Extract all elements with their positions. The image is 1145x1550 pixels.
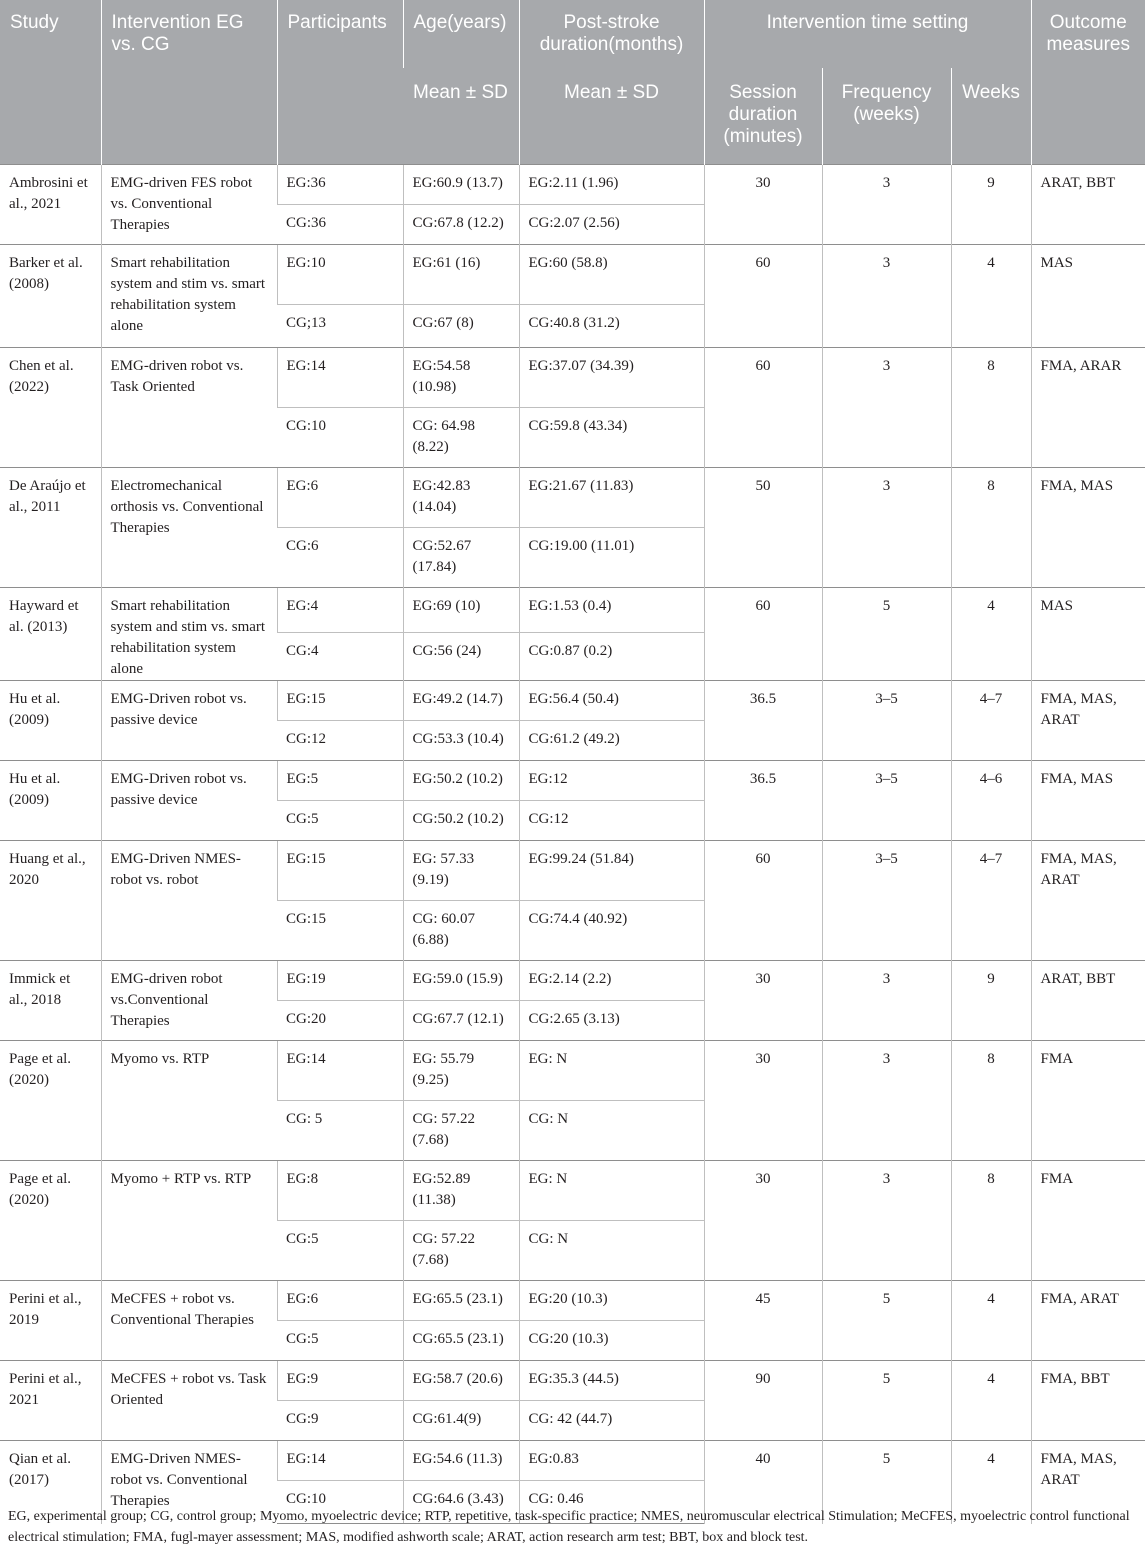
cell-age: EG:50.2 (10.2)	[403, 761, 519, 801]
cell-age: EG:52.89 (11.38)	[403, 1161, 519, 1221]
cell-participants: EG:10	[277, 245, 403, 305]
cell-age: EG:54.58 (10.98)	[403, 348, 519, 408]
cell-weeks: 8	[951, 1161, 1031, 1281]
cell-weeks: 4–7	[951, 841, 1031, 961]
cell-outcome: FMA, BBT	[1031, 1361, 1145, 1441]
cell-age: CG:52.67 (17.84)	[403, 528, 519, 588]
cell-participants: CG: 5	[277, 1101, 403, 1161]
cell-intervention: Smart rehabilitation system and stim vs. smart rehabilitation system alone	[101, 245, 277, 348]
cell-weeks: 4	[951, 1361, 1031, 1441]
cell-frequency: 3–5	[822, 841, 951, 961]
cell-participants: CG:12	[277, 721, 403, 761]
cell-participants: EG:8	[277, 1161, 403, 1221]
cell-age: CG:56 (24)	[403, 632, 519, 680]
header-session: Session duration (minutes)	[704, 68, 822, 165]
cell-intervention: EMG-driven FES robot vs. Conventional Therapies	[101, 165, 277, 245]
cell-participants: CG;13	[277, 305, 403, 348]
cell-outcome: FMA	[1031, 1161, 1145, 1281]
cell-participants: CG:15	[277, 901, 403, 961]
cell-study: Perini et al., 2019	[0, 1281, 101, 1361]
cell-age: CG: 57.22 (7.68)	[403, 1221, 519, 1281]
cell-intervention: Electromechanical orthosis vs. Conventional Therapies	[101, 468, 277, 588]
cell-session: 30	[704, 1041, 822, 1161]
cell-duration: CG: 42 (44.7)	[519, 1401, 704, 1441]
table-row	[0, 1361, 1145, 1401]
cell-frequency: 5	[822, 1281, 951, 1361]
cell-study: Hu et al. (2009)	[0, 761, 101, 841]
cell-participants: CG:6	[277, 528, 403, 588]
table-footnote: EG, experimental group; CG, control group; Myomo, myoelectric device; RTP, repetitive, task-specific practice; NMES, neuromuscular electrical Stimulation; MeCFES, myoelectric control functional electrical stimulation; FMA, fugl-mayer assessment; MAS, modified ashworth scale; ARAT, action research arm test; BBT, box and block test.	[8, 1509, 1130, 1545]
cell-age: EG:59.0 (15.9)	[403, 961, 519, 1001]
table-body	[0, 165, 1145, 1524]
cell-duration: EG:35.3 (44.5)	[519, 1361, 704, 1401]
table-row	[0, 681, 1145, 721]
cell-duration: EG: N	[519, 1161, 704, 1221]
cell-participants: EG:4	[277, 588, 403, 633]
table-row	[0, 468, 1145, 528]
cell-weeks: 4	[951, 588, 1031, 681]
header-outcome: Outcome measures	[1031, 0, 1145, 165]
cell-session: 60	[704, 245, 822, 348]
cell-intervention: MeCFES + robot vs. Task Oriented	[101, 1361, 277, 1441]
cell-age: EG:54.6 (11.3)	[403, 1441, 519, 1481]
cell-duration: EG:60 (58.8)	[519, 245, 704, 305]
cell-session: 36.5	[704, 761, 822, 841]
cell-participants: EG:15	[277, 681, 403, 721]
cell-frequency: 3	[822, 245, 951, 348]
cell-session: 30	[704, 1161, 822, 1281]
cell-age: EG:58.7 (20.6)	[403, 1361, 519, 1401]
cell-outcome: MAS	[1031, 245, 1145, 348]
cell-duration: EG:99.24 (51.84)	[519, 841, 704, 901]
table-row	[0, 961, 1145, 1001]
cell-weeks: 4	[951, 1441, 1031, 1524]
cell-intervention: Smart rehabilitation system and stim vs. smart rehabilitation system alone	[101, 588, 277, 681]
cell-session: 90	[704, 1361, 822, 1441]
cell-intervention: Myomo + RTP vs. RTP	[101, 1161, 277, 1281]
cell-session: 30	[704, 165, 822, 245]
cell-duration: EG:0.83	[519, 1441, 704, 1481]
cell-session: 45	[704, 1281, 822, 1361]
header-mean-sd-age: Mean ± SD	[403, 68, 519, 165]
cell-age: EG:49.2 (14.7)	[403, 681, 519, 721]
cell-duration: CG: 0.46	[519, 1481, 704, 1524]
cell-duration: CG:19.00 (11.01)	[519, 528, 704, 588]
table-row	[0, 761, 1145, 801]
table-row	[0, 1281, 1145, 1321]
cell-age: EG: 57.33 (9.19)	[403, 841, 519, 901]
cell-age: EG:60.9 (13.7)	[403, 165, 519, 205]
cell-weeks: 4–6	[951, 761, 1031, 841]
cell-weeks: 8	[951, 468, 1031, 588]
header-time-setting: Intervention time setting	[704, 0, 1031, 68]
cell-duration: EG: N	[519, 1041, 704, 1101]
table-row	[0, 1161, 1145, 1221]
cell-participants: EG:14	[277, 348, 403, 408]
cell-session: 40	[704, 1441, 822, 1524]
cell-participants: CG:4	[277, 632, 403, 680]
cell-session: 60	[704, 841, 822, 961]
cell-outcome: MAS	[1031, 588, 1145, 681]
table-row	[0, 841, 1145, 901]
cell-session: 60	[704, 348, 822, 468]
cell-outcome: FMA, MAS	[1031, 468, 1145, 588]
cell-participants: CG:20	[277, 1001, 403, 1041]
cell-study: Chen et al. (2022)	[0, 348, 101, 468]
cell-study: Immick et al., 2018	[0, 961, 101, 1041]
cell-intervention: MeCFES + robot vs. Conventional Therapies	[101, 1281, 277, 1361]
cell-weeks: 4	[951, 1281, 1031, 1361]
cell-outcome: FMA	[1031, 1041, 1145, 1161]
cell-weeks: 4	[951, 245, 1031, 348]
cell-duration: EG:56.4 (50.4)	[519, 681, 704, 721]
cell-participants: CG:5	[277, 1221, 403, 1281]
cell-duration: EG:20 (10.3)	[519, 1281, 704, 1321]
header-intervention: Intervention EG vs. CG	[101, 0, 277, 165]
cell-study: Qian et al. (2017)	[0, 1441, 101, 1524]
cell-duration: EG:2.11 (1.96)	[519, 165, 704, 205]
cell-duration: EG:37.07 (34.39)	[519, 348, 704, 408]
cell-participants: EG:5	[277, 761, 403, 801]
cell-frequency: 3–5	[822, 761, 951, 841]
cell-duration: CG:0.87 (0.2)	[519, 632, 704, 680]
table-row	[0, 245, 1145, 305]
cell-participants: CG:36	[277, 205, 403, 245]
cell-frequency: 3	[822, 348, 951, 468]
cell-intervention: EMG-Driven robot vs. passive device	[101, 761, 277, 841]
cell-age: EG:65.5 (23.1)	[403, 1281, 519, 1321]
cell-frequency: 3	[822, 1041, 951, 1161]
cell-frequency: 3	[822, 961, 951, 1041]
cell-age: EG:69 (10)	[403, 588, 519, 633]
cell-participants: EG:9	[277, 1361, 403, 1401]
cell-participants: EG:6	[277, 1281, 403, 1321]
cell-age: CG:67.8 (12.2)	[403, 205, 519, 245]
cell-outcome: ARAT, BBT	[1031, 165, 1145, 245]
cell-intervention: EMG-driven robot vs.Conventional Therapies	[101, 961, 277, 1041]
cell-intervention: EMG-Driven NMES-robot vs. Conventional Therapies	[101, 1441, 277, 1524]
cell-age: CG:67 (8)	[403, 305, 519, 348]
cell-duration: CG:12	[519, 801, 704, 841]
cell-outcome: FMA, ARAR	[1031, 348, 1145, 468]
cell-weeks: 4–7	[951, 681, 1031, 761]
cell-participants: CG:10	[277, 1481, 403, 1524]
cell-duration: CG: N	[519, 1101, 704, 1161]
cell-duration: CG:20 (10.3)	[519, 1321, 704, 1361]
cell-intervention: EMG-driven robot vs. Task Oriented	[101, 348, 277, 468]
cell-duration: EG:12	[519, 761, 704, 801]
cell-study: Hu et al. (2009)	[0, 681, 101, 761]
cell-frequency: 3–5	[822, 681, 951, 761]
table-row	[0, 348, 1145, 408]
cell-session: 60	[704, 588, 822, 681]
cell-frequency: 5	[822, 588, 951, 681]
cell-study: Huang et al., 2020	[0, 841, 101, 961]
cell-age: CG: 64.98 (8.22)	[403, 408, 519, 468]
table-row	[0, 1441, 1145, 1481]
cell-participants: EG:15	[277, 841, 403, 901]
cell-participants: CG:5	[277, 1321, 403, 1361]
cell-age: CG: 57.22 (7.68)	[403, 1101, 519, 1161]
cell-age: CG:61.4(9)	[403, 1401, 519, 1441]
cell-weeks: 9	[951, 165, 1031, 245]
cell-age: CG:53.3 (10.4)	[403, 721, 519, 761]
cell-study: Page et al. (2020)	[0, 1041, 101, 1161]
cell-session: 50	[704, 468, 822, 588]
table-row	[0, 588, 1145, 633]
cell-outcome: FMA, MAS	[1031, 761, 1145, 841]
cell-outcome: FMA, MAS, ARAT	[1031, 681, 1145, 761]
cell-participants: EG:19	[277, 961, 403, 1001]
header-frequency: Frequency (weeks)	[822, 68, 951, 165]
cell-frequency: 3	[822, 165, 951, 245]
cell-age: CG:64.6 (3.43)	[403, 1481, 519, 1524]
header-weeks: Weeks	[951, 68, 1031, 165]
cell-participants: CG:10	[277, 408, 403, 468]
cell-intervention: EMG-Driven robot vs. passive device	[101, 681, 277, 761]
cell-duration: EG:1.53 (0.4)	[519, 588, 704, 633]
header-participants: Participants	[277, 0, 403, 165]
cell-session: 30	[704, 961, 822, 1041]
cell-outcome: ARAT, BBT	[1031, 961, 1145, 1041]
cell-study: Hayward et al. (2013)	[0, 588, 101, 681]
cell-age: CG:65.5 (23.1)	[403, 1321, 519, 1361]
cell-participants: EG:6	[277, 468, 403, 528]
cell-frequency: 3	[822, 468, 951, 588]
cell-weeks: 8	[951, 348, 1031, 468]
cell-age: CG:50.2 (10.2)	[403, 801, 519, 841]
cell-study: De Araújo et al., 2011	[0, 468, 101, 588]
cell-duration: CG:61.2 (49.2)	[519, 721, 704, 761]
cell-frequency: 3	[822, 1161, 951, 1281]
cell-duration: CG:2.07 (2.56)	[519, 205, 704, 245]
cell-study: Barker et al. (2008)	[0, 245, 101, 348]
cell-weeks: 8	[951, 1041, 1031, 1161]
cell-duration: EG:21.67 (11.83)	[519, 468, 704, 528]
table-row	[0, 165, 1145, 205]
cell-study: Ambrosini et al., 2021	[0, 165, 101, 245]
cell-participants: EG:14	[277, 1041, 403, 1101]
cell-duration: CG:2.65 (3.13)	[519, 1001, 704, 1041]
cell-age: CG: 60.07 (6.88)	[403, 901, 519, 961]
cell-participants: CG:5	[277, 801, 403, 841]
cell-age: EG: 55.79 (9.25)	[403, 1041, 519, 1101]
header-mean-sd-duration: Mean ± SD	[519, 68, 704, 165]
cell-participants: CG:9	[277, 1401, 403, 1441]
cell-outcome: FMA, ARAT	[1031, 1281, 1145, 1361]
cell-duration: EG:2.14 (2.2)	[519, 961, 704, 1001]
header-study: Study	[0, 0, 101, 165]
cell-age: EG:42.83 (14.04)	[403, 468, 519, 528]
cell-duration: CG:40.8 (31.2)	[519, 305, 704, 348]
cell-participants: EG:14	[277, 1441, 403, 1481]
cell-intervention: EMG-Driven NMES-robot vs. robot	[101, 841, 277, 961]
cell-frequency: 5	[822, 1441, 951, 1524]
cell-outcome: FMA, MAS, ARAT	[1031, 841, 1145, 961]
header-age: Age(years)	[403, 0, 519, 68]
cell-duration: CG:74.4 (40.92)	[519, 901, 704, 961]
cell-intervention: Myomo vs. RTP	[101, 1041, 277, 1161]
cell-study: Page et al. (2020)	[0, 1161, 101, 1281]
cell-outcome: FMA, MAS, ARAT	[1031, 1441, 1145, 1524]
table-row	[0, 1041, 1145, 1101]
cell-participants: EG:36	[277, 165, 403, 205]
cell-age: CG:67.7 (12.1)	[403, 1001, 519, 1041]
cell-weeks: 9	[951, 961, 1031, 1041]
header-duration: Post-stroke duration(months)	[519, 0, 704, 68]
cell-duration: CG:59.8 (43.34)	[519, 408, 704, 468]
cell-duration: CG: N	[519, 1221, 704, 1281]
cell-session: 36.5	[704, 681, 822, 761]
cell-frequency: 5	[822, 1361, 951, 1441]
cell-study: Perini et al., 2021	[0, 1361, 101, 1441]
cell-age: EG:61 (16)	[403, 245, 519, 305]
